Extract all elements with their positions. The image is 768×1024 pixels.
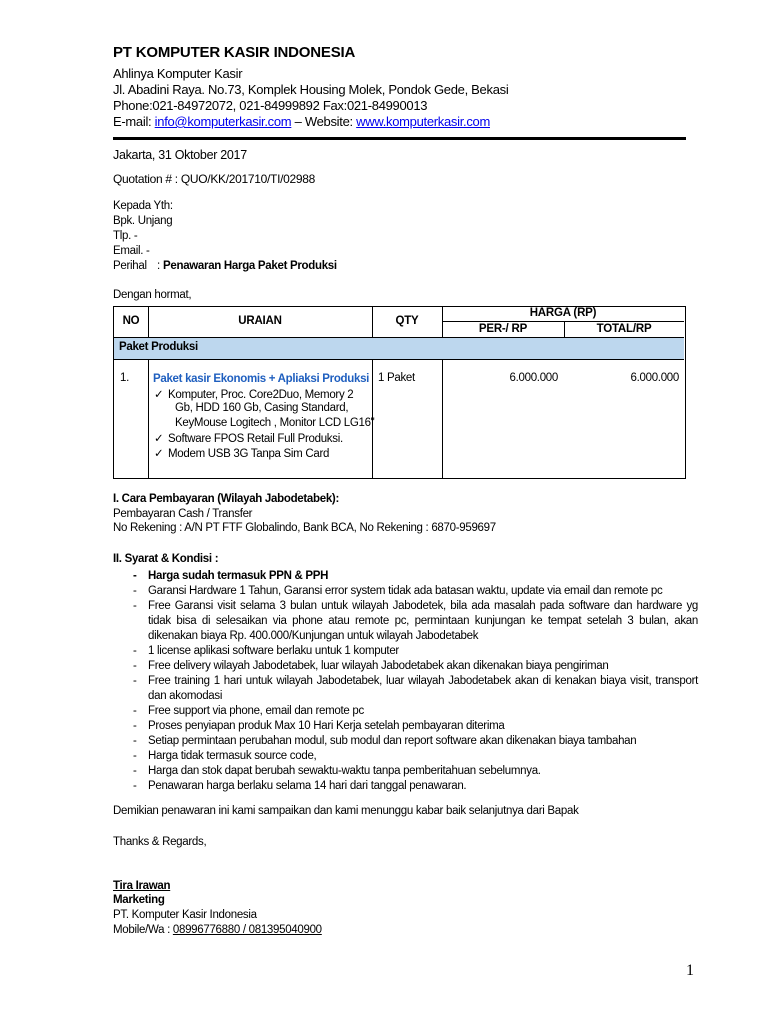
spec-line: Gb, HDD 160 Gb, Casing Standard, <box>175 402 349 414</box>
recipient-label: Kepada Yth: <box>113 200 173 212</box>
category-label: Paket Produksi <box>119 341 198 353</box>
quotation-number: Quotation # : QUO/KK/201710/TI/02988 <box>113 172 316 186</box>
row-qty: 1 Paket <box>378 372 415 384</box>
table-rule <box>114 337 684 338</box>
terms-list <box>113 569 698 794</box>
table-rule <box>148 359 149 478</box>
mobile-label: Mobile/Wa : <box>113 924 173 936</box>
check-icon: ✓ <box>154 389 164 401</box>
list-item: - Harga sudah termasuk PPN & PPH <box>113 569 698 584</box>
list-item: - Harga dan stok dapat berubah sewaktu-waktu tanpa pemberitahuan sebelumnya. <box>113 764 698 779</box>
website-link[interactable]: www.komputerkasir.com <box>356 114 490 129</box>
table-rule <box>442 321 684 322</box>
company-address: Jl. Abadini Raya. No.73, Komplek Housing Molek, Pondok Gede, Bekasi <box>113 82 509 97</box>
email-link[interactable]: info@komputerkasir.com <box>154 114 292 129</box>
company-contact <box>113 114 490 129</box>
list-item: - Free Garansi visit selama 3 bulan untuk wilayah Jabodetek, bila ada masalah pada software dan hardware yg tidak bisa di selesaikan via phone atau remote pc, permintaan kunjungan ke tempat setelah 3 bulan, akan dikenakan biaya Rp. 400.000/Kunjungan untuk wilayah Jabodetabek <box>113 599 698 644</box>
header-harga: HARGA (RP) <box>529 307 597 319</box>
closing-text: Demikian penawaran ini kami sampaikan dan kami menunggu kabar baik selanjutnya dari Bapak <box>113 805 579 817</box>
company-tagline: Ahlinya Komputer Kasir <box>113 66 243 81</box>
website-label: – Website: <box>291 114 357 129</box>
product-title: Paket kasir Ekonomis + Apliaksi Produksi <box>153 373 370 385</box>
page-number: 1 <box>686 962 694 979</box>
header-per: PER-/ RP <box>478 323 528 335</box>
row-price-per: 6.000.000 <box>509 372 558 384</box>
closing-regards: Thanks & Regards, <box>113 836 207 848</box>
list-item: - Free training 1 hari untuk wilayah Jabodetabek, luar wilayah Jabodetabek akan di kenakan biaya visit, transport dan akomodasi <box>113 674 698 704</box>
list-item: - Setiap permintaan perubahan modul, sub modul dan report software akan dikenakan biaya tambahan <box>113 734 698 749</box>
mobile-number: 08996776880 / 081395040900 <box>172 924 322 936</box>
spec-line: ✓ Komputer, Proc. Core2Duo, Memory 2 <box>154 389 354 401</box>
subject-label: Perihal <box>113 260 147 272</box>
check-icon: ✓ <box>154 433 164 445</box>
list-item: - Penawaran harga berlaku selama 14 hari dari tanggal penawaran. <box>113 779 698 794</box>
signer-company: PT. Komputer Kasir Indonesia <box>113 909 257 921</box>
price-table <box>113 306 686 479</box>
header-total: TOTAL/RP <box>596 323 652 335</box>
check-icon: ✓ <box>154 448 164 460</box>
table-rule <box>114 359 684 360</box>
signer-role: Marketing <box>113 894 165 906</box>
list-item: - Proses penyiapan produk Max 10 Hari Kerja setelah pembayaran diterima <box>113 719 698 734</box>
spec-line: KeyMouse Logitech , Monitor LCD LG16" <box>175 417 375 429</box>
terms-title: II. Syarat & Kondisi : <box>113 553 219 565</box>
email-label: E-mail: <box>113 114 155 129</box>
recipient-email: Email. - <box>113 245 150 257</box>
subject-value: Penawaran Harga Paket Produksi <box>163 260 337 272</box>
category-row <box>114 337 684 359</box>
recipient-phone: Tlp. - <box>113 230 138 242</box>
company-phone: Phone:021-84972072, 021-84999892 Fax:021-84990013 <box>113 98 428 113</box>
letter-date: Jakarta, 31 Oktober 2017 <box>113 148 247 162</box>
recipient-name: Bpk. Unjang <box>113 215 173 227</box>
payment-account: No Rekening : A/N PT FTF Globalindo, Bank BCA, No Rekening : 6870-959697 <box>113 522 496 534</box>
payment-title: I. Cara Pembayaran (Wilayah Jabodetabek): <box>113 493 339 505</box>
company-name: PT KOMPUTER KASIR INDONESIA <box>113 44 356 61</box>
signer-mobile <box>113 924 322 936</box>
header-qty: QTY <box>395 315 419 327</box>
list-item: - Free support via phone, email dan remote pc <box>113 704 698 719</box>
list-item: - Harga tidak termasuk source code, <box>113 749 698 764</box>
spec-line: ✓ Modem USB 3G Tanpa Sim Card <box>154 448 330 460</box>
header-no: NO <box>122 315 140 327</box>
header-divider <box>113 137 686 140</box>
list-item: - Garansi Hardware 1 Tahun, Garansi error system tidak ada batasan waktu, update via email dan remote pc <box>113 584 698 599</box>
spec-line: ✓ Software FPOS Retail Full Produksi. <box>154 433 343 445</box>
list-item: - 1 license aplikasi software berlaku untuk 1 komputer <box>113 644 698 659</box>
list-item: - Free delivery wilayah Jabodetabek, luar wilayah Jabodetabek akan dikenakan biaya pengiriman <box>113 659 698 674</box>
row-price-total: 6.000.000 <box>630 372 679 384</box>
subject-separator: : <box>157 260 160 272</box>
signer-name: Tira Irawan <box>113 880 171 892</box>
header-uraian: URAIAN <box>238 315 282 327</box>
greeting: Dengan hormat, <box>113 289 192 301</box>
row-no: 1. <box>120 372 129 384</box>
payment-method: Pembayaran Cash / Transfer <box>113 508 253 520</box>
